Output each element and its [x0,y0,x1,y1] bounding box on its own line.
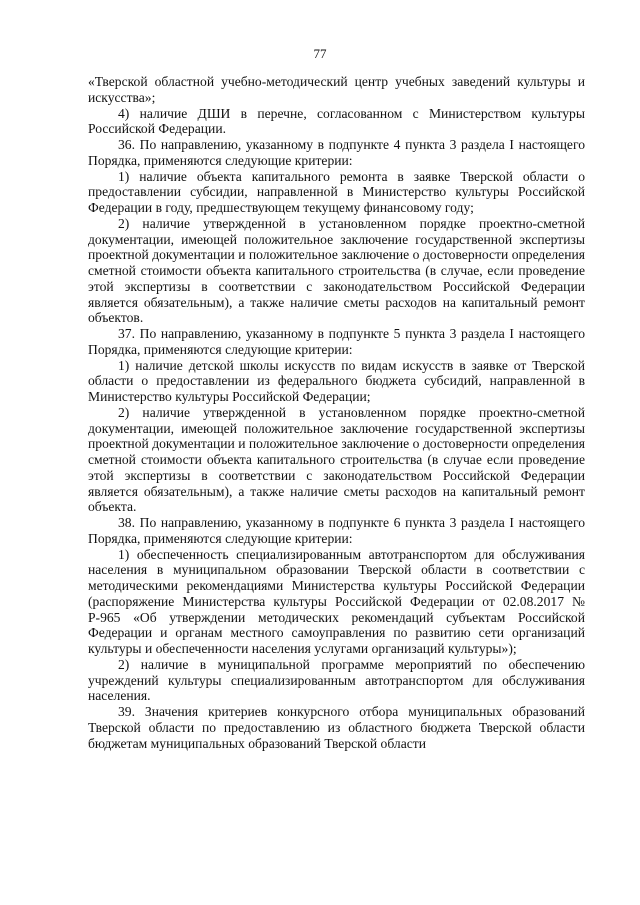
paragraph-item-37-criterion-2: 2) наличие утвержденной в установленном порядке проектно-сметной документации, имеющей положительное заключение государственной экспертизы проектной документации и положительное заключение о достоверности определения сметной стоимости объекта капитального строительства (в случае если проведение этой экспертизы в соответствии с законодательством Российской Федерации является обязательным), а также наличие сметы расходов на капитальный ремонт объекта. [88,404,585,515]
paragraph-item-38: 38. По направлению, указанному в подпункте 6 пункта 3 раздела I настоящего Порядка, применяются следующие критерии: [88,515,585,546]
paragraph-item-38-criterion-2: 2) наличие в муниципальной программе мероприятий по обеспечению учреждений культуры специализированным автотранспортом для обслуживания населения. [88,656,585,704]
paragraph-item-36-criterion-2: 2) наличие утвержденной в установленном порядке проектно-сметной документации, имеющей положительное заключение государственной экспертизы проектной документации и положительное заключение о достоверности определения сметной стоимости объекта капитального строительства (в случае, если проведение этой экспертизы в соответствии с законодательством Российской Федерации является обязательным), а также наличие сметы расходов на капитальный ремонт объектов. [88,215,585,326]
paragraph-item-38-criterion-1: 1) обеспеченность специализированным автотранспортом для обслуживания населения в муниципальном образовании Тверской области в соответствии с методическими рекомендациями Министерства культуры Российской Федерации (распоряжение Министерства культуры Российской Федерации от 02.08.2017 № Р-965 «Об утверждении методических рекомендаций субъектам Российской Федерации и органам местного самоуправления по развитию сети организаций культуры и обеспеченности населения услугами организаций культуры»); [88,546,585,656]
paragraph-item-36-criterion-1: 1) наличие объекта капитального ремонта в заявке Тверской области о предоставлении субсидии, направленной в Министерство культуры Российской Федерации в году, предшествующем текущему финансовому году; [88,168,585,215]
paragraph-item-39: 39. Значения критериев конкурсного отбора муниципальных образований Тверской области по предоставлению из областного бюджета Тверской области бюджетам муниципальных образований Тверской области [88,704,585,751]
paragraph-criterion-4: 4) наличие ДШИ в перечне, согласованном с Министерством культуры Российской Федерации. [88,105,585,137]
document-body [88,74,585,751]
page-number: 77 [313,46,327,61]
paragraph-item-37: 37. По направлению, указанному в подпункте 5 пункта 3 раздела I настоящего Порядка, применяются следующие критерии: [88,326,585,357]
paragraph-item-37-criterion-1: 1) наличие детской школы искусств по видам искусств в заявке от Тверской области о предоставлении из федерального бюджета субсидий, направленной в Министерство культуры Российской Федерации; [88,357,585,404]
paragraph-continuation: «Тверской областной учебно-методический центр учебных заведений культуры и искусства»; [88,74,585,105]
paragraph-item-36: 36. По направлению, указанному в подпункте 4 пункта 3 раздела I настоящего Порядка, применяются следующие критерии: [88,137,585,168]
